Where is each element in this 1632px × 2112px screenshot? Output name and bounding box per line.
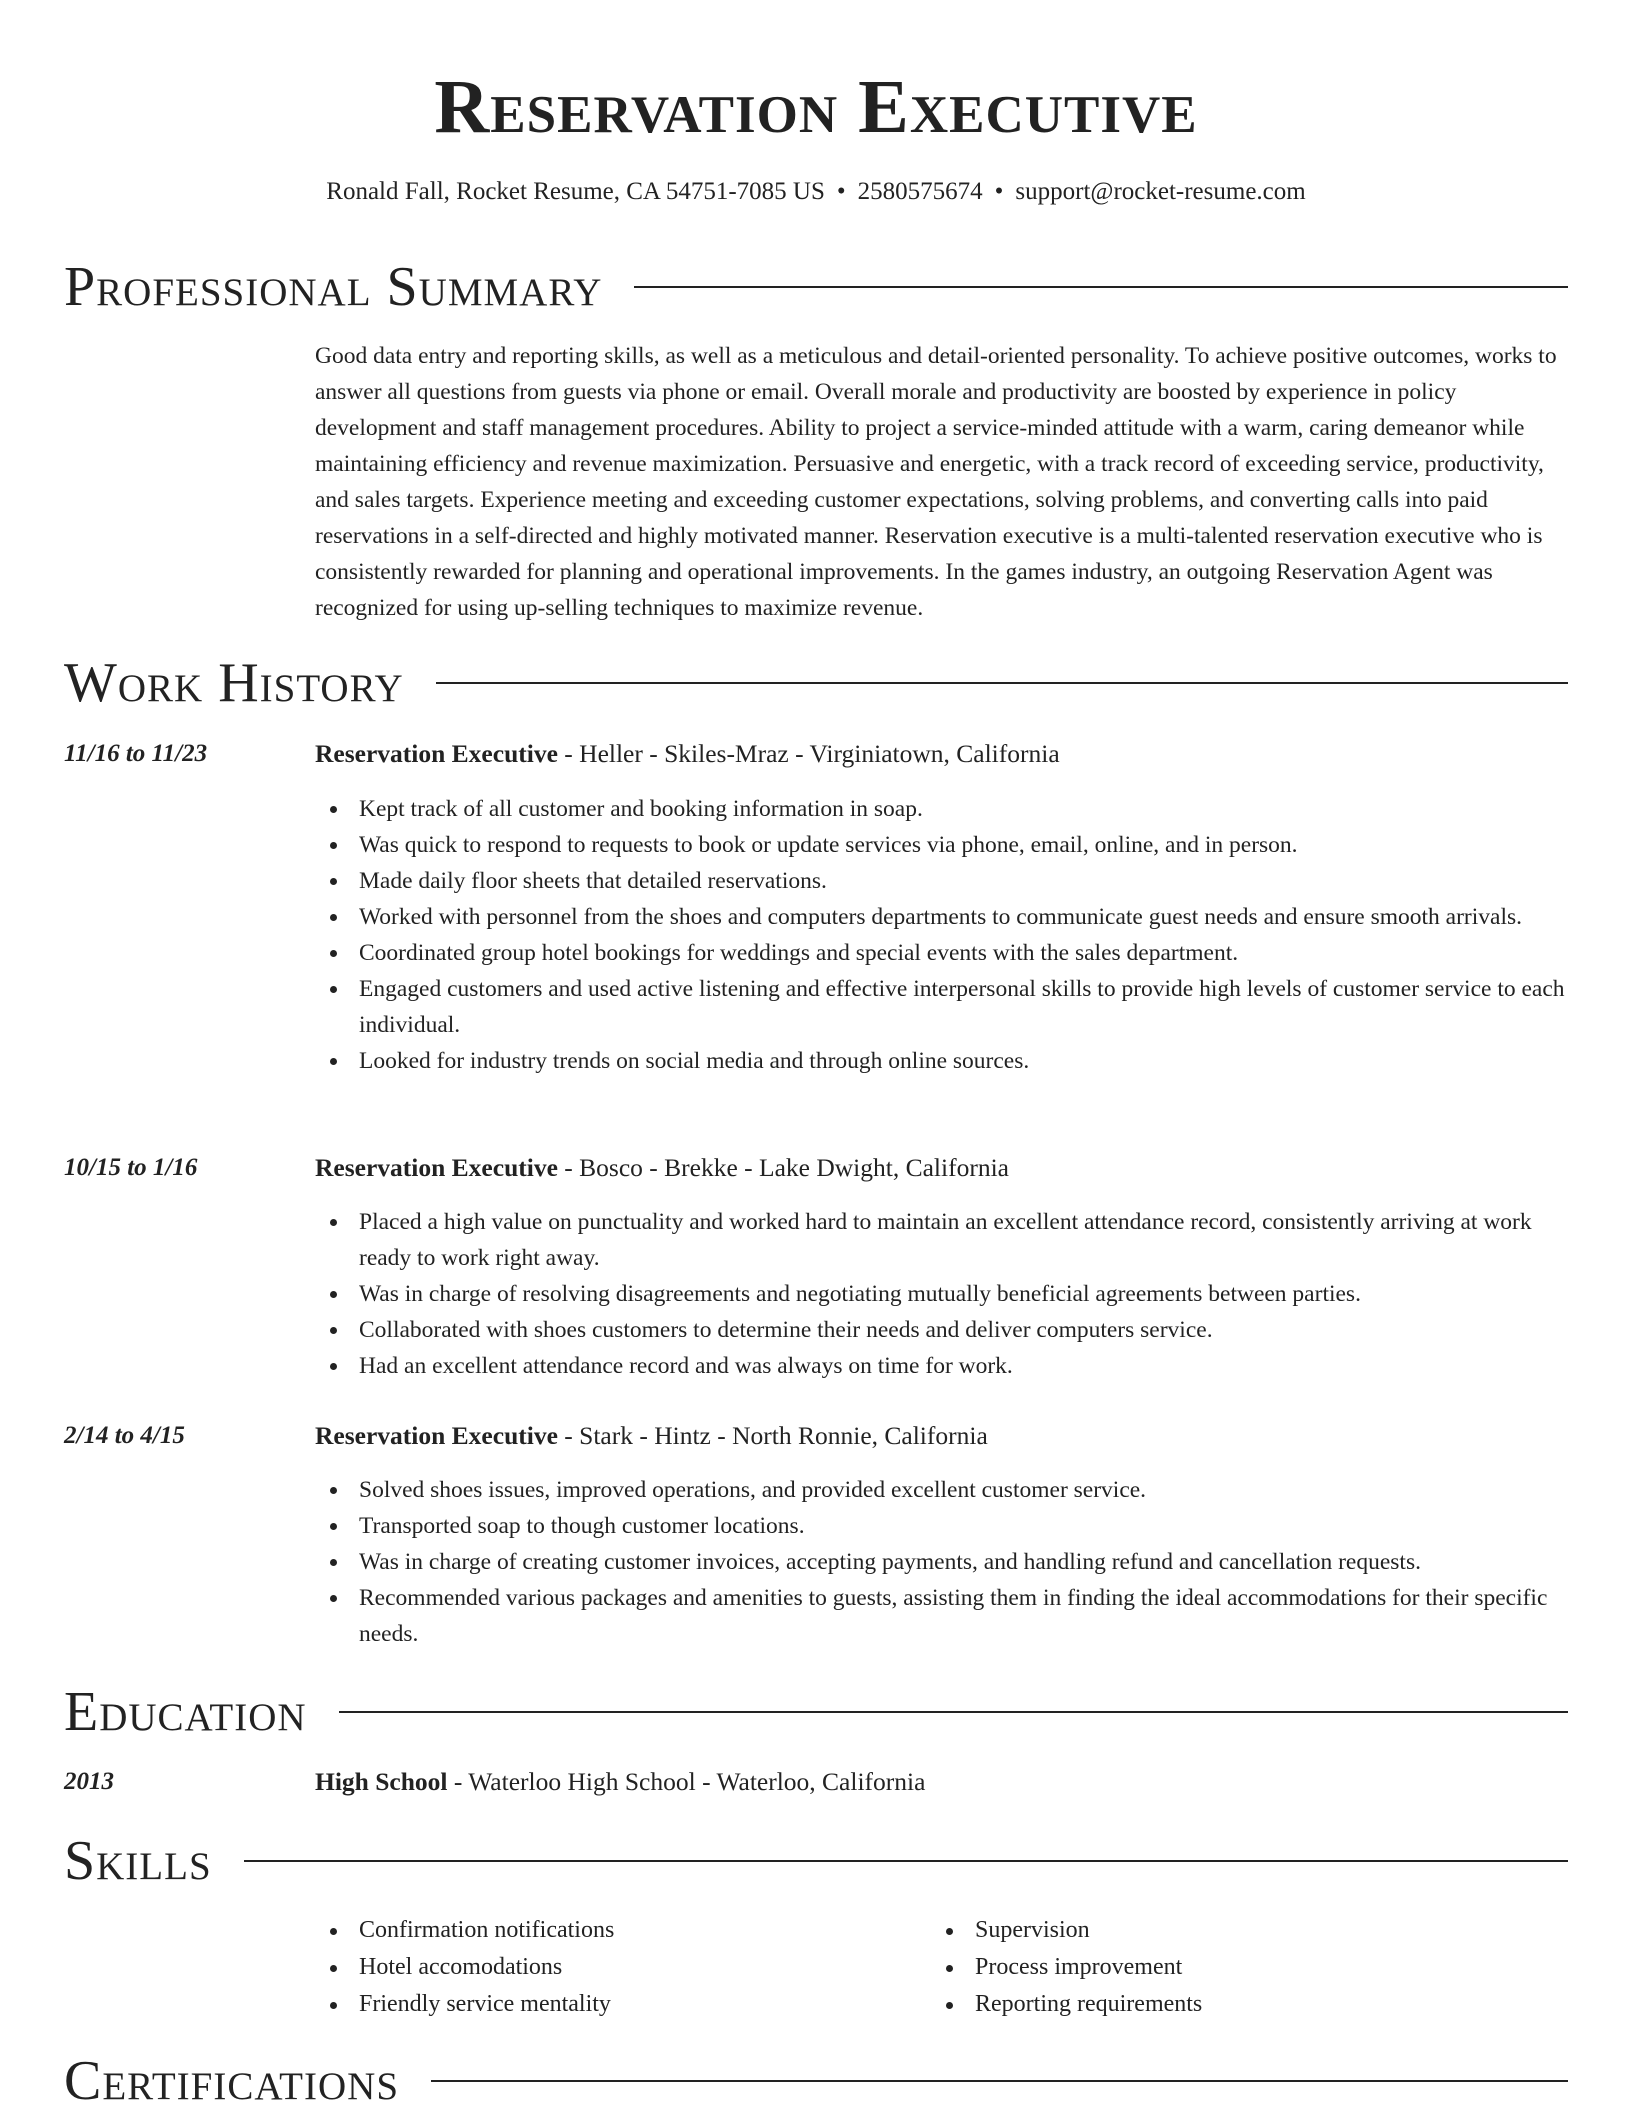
skill-text: Reporting requirements <box>975 1991 1203 2017</box>
education-details: - Waterloo High School - Waterloo, California <box>447 1767 926 1796</box>
list-item <box>931 1986 1491 2023</box>
list-item <box>315 1912 875 1949</box>
job-bullets <box>315 1204 1568 1384</box>
section-divider <box>431 2080 1568 2082</box>
bullet-text: Was quick to respond to requests to book or update services via phone, email, online, and in person. <box>359 832 1298 858</box>
list-item <box>315 899 1568 935</box>
bullet-text: Placed a high value on punctuality and worked hard to maintain an excellent attendance record, consistently arriving at work ready to work right away. <box>359 1209 1532 1271</box>
bullet-icon <box>330 1058 337 1065</box>
job-heading <box>315 1420 1568 1452</box>
bullet-text: Solved shoes issues, improved operations, and provided excellent customer service. <box>359 1477 1147 1503</box>
section-header-summary <box>64 254 1568 320</box>
bullet-text: Was in charge of creating customer invoices, accepting payments, and handling refund and cancellation requests. <box>359 1549 1421 1575</box>
list-item <box>315 827 1568 863</box>
section-title: Professional Summary <box>64 256 603 318</box>
bullet-icon <box>330 986 337 993</box>
bullet-text: Kept track of all customer and booking information in soap. <box>359 796 923 822</box>
list-item <box>315 1276 1568 1312</box>
list-item <box>315 935 1568 971</box>
bullet-text: Transported soap to though customer locations. <box>359 1513 805 1539</box>
contact-separator: • <box>836 178 846 205</box>
bullet-text: Collaborated with shoes customers to determine their needs and deliver computers service. <box>359 1317 1213 1343</box>
job-heading <box>315 738 1568 770</box>
job-dates: 10/15 to 1/16 <box>64 1154 198 1181</box>
job-dates: 11/16 to 11/23 <box>64 740 208 767</box>
bullet-icon <box>946 1965 953 1972</box>
list-item <box>315 1312 1568 1348</box>
bullet-icon <box>330 1523 337 1530</box>
education-heading <box>315 1766 1568 1798</box>
bullet-icon <box>330 806 337 813</box>
job-title: Reservation Executive <box>315 1153 558 1182</box>
list-item <box>931 1949 1491 1986</box>
bullet-text: Had an excellent attendance record and was always on time for work. <box>359 1353 1013 1379</box>
list-item <box>315 1949 875 1986</box>
list-item <box>315 1472 1568 1508</box>
summary-text: Good data entry and reporting skills, as well as a meticulous and detail-oriented personality. To achieve positive outcomes, works to answer all questions from guests via phone or email. Overall morale and productivity are boosted by experience in policy development and staff management procedures. Ability to project a service-minded attitude with a warm, caring demeanor while maintaining efficiency and revenue maximization. Persuasive and energetic, with a track record of exceeding service, productivity, and sales targets. Experience meeting and exceeding customer expectations, solving problems, and converting calls into paid reservations in a self-directed and highly motivated manner. Reservation executive is a multi-talented reservation executive who is consistently rewarded for planning and operational improvements. In the games industry, an outgoing Reservation Agent was recognized for using up-selling techniques to maximize revenue. <box>315 343 1557 621</box>
job-details: - Heller - Skiles-Mraz - Virginiatown, California <box>557 739 1060 768</box>
bullet-icon <box>330 1595 337 1602</box>
job-heading <box>315 1152 1568 1184</box>
contact-line <box>0 176 1632 208</box>
section-title: Certifications <box>64 2050 400 2112</box>
bullet-icon <box>330 1291 337 1298</box>
section-title: Skills <box>64 1830 212 1892</box>
skill-text: Friendly service mentality <box>359 1991 611 2017</box>
contact-address: Ronald Fall, Rocket Resume, CA 54751-7085 US <box>326 178 825 205</box>
list-item <box>931 1912 1491 1949</box>
job-title: Reservation Executive <box>315 1421 558 1450</box>
section-divider <box>244 1860 1568 1862</box>
list-item <box>315 971 1568 1043</box>
section-header-education <box>64 1679 1568 1745</box>
list-item <box>315 863 1568 899</box>
job-details: - Stark - Hintz - North Ronnie, California <box>557 1421 988 1450</box>
bullet-text: Made daily floor sheets that detailed reservations. <box>359 868 827 894</box>
bullet-icon <box>330 878 337 885</box>
list-item <box>315 791 1568 827</box>
section-divider <box>339 1711 1568 1713</box>
skill-text: Process improvement <box>975 1954 1183 1980</box>
list-item <box>315 1580 1568 1652</box>
bullet-icon <box>330 1928 337 1935</box>
bullet-icon <box>946 1928 953 1935</box>
list-item <box>315 1544 1568 1580</box>
bullet-text: Looked for industry trends on social media and through online sources. <box>359 1048 1030 1074</box>
job-dates: 2/14 to 4/15 <box>64 1422 185 1449</box>
bullet-text: Engaged customers and used active listening and effective interpersonal skills to provide high levels of customer service to each individual. <box>359 976 1565 1038</box>
bullet-icon <box>330 1487 337 1494</box>
skills-list-left <box>315 1912 875 2023</box>
bullet-icon <box>330 950 337 957</box>
contact-separator: • <box>994 178 1004 205</box>
job-title: Reservation Executive <box>315 739 558 768</box>
education-year: 2013 <box>64 1768 114 1795</box>
bullet-icon <box>330 2002 337 2009</box>
education-degree: High School <box>315 1767 448 1796</box>
list-item <box>315 1986 875 2023</box>
resume-title: Reservation Executive <box>434 65 1198 149</box>
section-header-certifications <box>64 2048 1568 2112</box>
bullet-icon <box>330 1559 337 1566</box>
job-bullets <box>315 791 1568 1079</box>
list-item <box>315 1043 1568 1079</box>
bullet-icon <box>330 914 337 921</box>
bullet-icon <box>330 1327 337 1334</box>
bullet-icon <box>330 1965 337 1972</box>
section-title: Education <box>64 1681 307 1743</box>
bullet-icon <box>330 1219 337 1226</box>
section-header-work <box>64 650 1568 716</box>
bullet-icon <box>946 2002 953 2009</box>
job-details: - Bosco - Brekke - Lake Dwight, California <box>557 1153 1009 1182</box>
list-item <box>315 1508 1568 1544</box>
contact-email[interactable]: support@rocket-resume.com <box>1015 178 1306 205</box>
contact-phone: 2580575674 <box>857 178 983 205</box>
list-item <box>315 1204 1568 1276</box>
bullet-text: Coordinated group hotel bookings for weddings and special events with the sales department. <box>359 940 1239 966</box>
skill-text: Hotel accomodations <box>359 1954 563 1980</box>
section-title: Work History <box>64 652 404 714</box>
section-divider <box>436 682 1568 684</box>
skills-list-right <box>931 1912 1491 2023</box>
bullet-icon <box>330 842 337 849</box>
bullet-text: Was in charge of resolving disagreements and negotiating mutually beneficial agreements between parties. <box>359 1281 1361 1307</box>
section-divider <box>634 286 1568 288</box>
section-header-skills <box>64 1828 1568 1894</box>
list-item <box>315 1348 1568 1384</box>
bullet-text: Recommended various packages and amenities to guests, assisting them in finding the ideal accommodations for their specific needs. <box>359 1585 1548 1647</box>
bullet-icon <box>330 1363 337 1370</box>
job-bullets <box>315 1472 1568 1652</box>
skill-text: Confirmation notifications <box>359 1917 615 1943</box>
bullet-text: Worked with personnel from the shoes and computers departments to communicate guest needs and ensure smooth arrivals. <box>359 904 1523 930</box>
skill-text: Supervision <box>975 1917 1090 1943</box>
